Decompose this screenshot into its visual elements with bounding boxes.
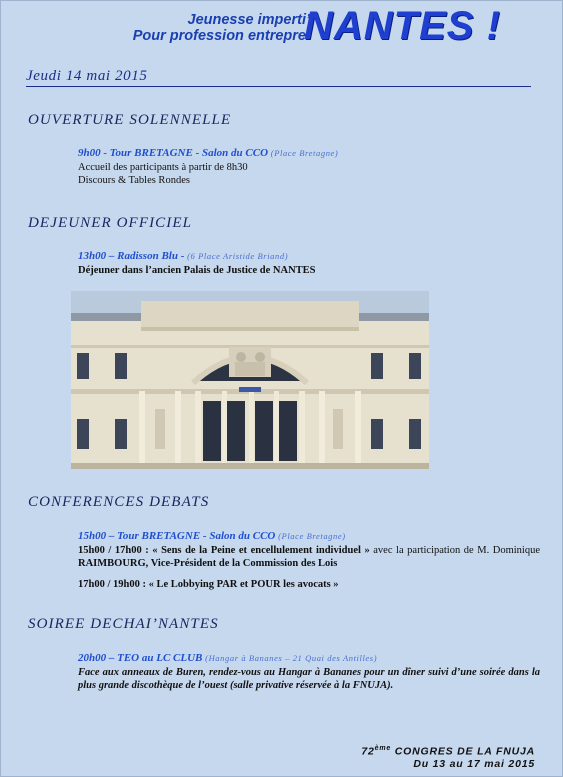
conference-1-intro: avec la participation de M. Dominique (369, 545, 540, 556)
conference-1-title: 15h00 / 17h00 : « Sens de la Peine et encellulement individuel » (78, 545, 370, 556)
ouverture-line-1: Accueil des participants à partir de 8h30 (78, 162, 248, 173)
slot-address: (Place Bretagne) (270, 148, 339, 158)
slot-time-venue: 15h00 – Tour BRETAGNE - Salon du CCO (78, 530, 276, 542)
palais-justice-photo (71, 291, 429, 469)
section-title-soiree: SOIREE DECHAI’NANTES (28, 616, 219, 632)
slot-address: (Hangar à Bananes – 21 Quai des Antilles) (205, 653, 378, 663)
conferences-line-1 (78, 544, 540, 570)
conferences-line-2: 17h00 / 19h00 : « Le Lobbying PAR et POUR les avocats » (78, 579, 339, 590)
footer-congres-number: 72 (361, 745, 375, 758)
slot-soiree (78, 652, 377, 664)
footer-congres-text: CONGRES DE LA FNUJA (391, 745, 535, 758)
slot-address: (6 Place Aristide Briand) (187, 251, 289, 261)
header-tagline-1: Jeunesse imperti’ (187, 12, 310, 28)
header-city-title: NANTES ! (304, 4, 501, 48)
slot-time-venue: 13h00 – Radisson Blu - (78, 250, 185, 262)
slot-time-venue: 20h00 – TEO au LC CLUB (78, 652, 203, 664)
footer-congres-suffix: ème (374, 745, 392, 752)
slot-time-venue: 9h00 - Tour BRETAGNE - Salon du CCO (78, 147, 269, 159)
slot-address: (Place Bretagne) (278, 531, 346, 541)
footer-dates: Du 13 au 17 mai 2015 (413, 758, 535, 770)
ouverture-line-2: Discours & Tables Rondes (78, 175, 190, 186)
slot-dejeuner (78, 250, 288, 262)
conference-1-speaker: RAIMBOURG, Vice-Président de la Commission des Lois (78, 558, 338, 569)
dejeuner-line-1: Déjeuner dans l’ancien Palais de Justice de NANTES (78, 265, 316, 276)
palais-facade-illustration (71, 291, 429, 469)
section-title-conferences: CONFERENCES DEBATS (28, 494, 210, 510)
header-tagline-2: Pour profession entrepre’ (132, 28, 310, 44)
section-title-dejeuner: DEJEUNER OFFICIEL (28, 215, 193, 231)
soiree-description: Face aux anneaux de Buren, rendez-vous au Hangar à Bananes pour un dîner suivi d’une soirée dans la plus grande discothèque de l’ouest (salle privative réservée à la FNUJA). (78, 667, 540, 691)
section-title-ouverture: OUVERTURE SOLENNELLE (28, 112, 232, 128)
event-date: Jeudi 14 mai 2015 (26, 68, 531, 87)
slot-conferences (78, 530, 346, 542)
slot-ouverture (78, 147, 338, 159)
